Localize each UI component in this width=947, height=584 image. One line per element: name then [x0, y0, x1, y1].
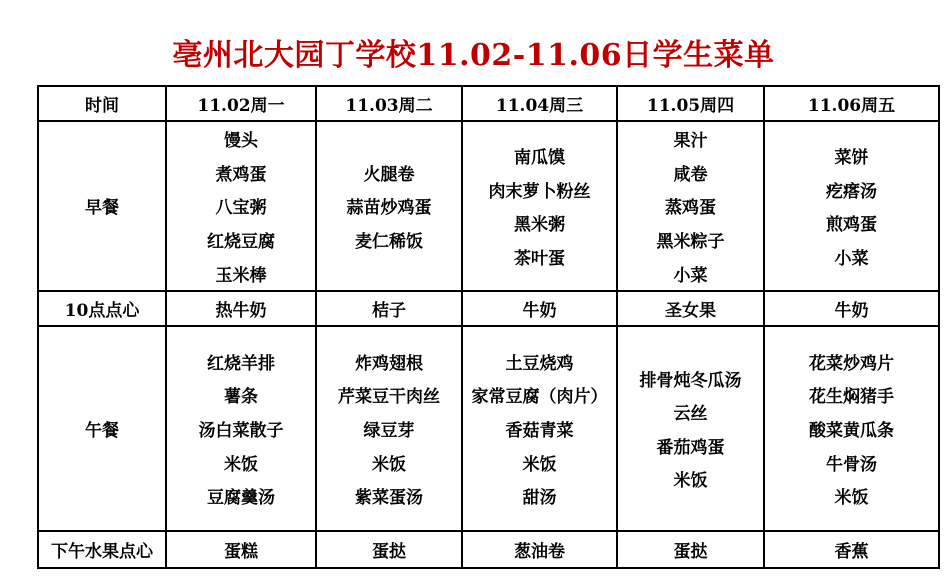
- menu-item-line: 南瓜馍: [514, 148, 565, 169]
- menu-cell-r1-c0: 热牛奶: [166, 291, 316, 326]
- menu-item-line: 甜汤: [522, 488, 557, 509]
- page-title: 亳州北大园丁学校11.02-11.06日学生菜单: [172, 38, 775, 73]
- menu-cell-r0-c2: [462, 121, 617, 291]
- menu-item-line: 芹菜豆干肉丝: [338, 387, 440, 408]
- menu-cell-r0-c0: [166, 121, 316, 291]
- menu-cell-r0-c3: [617, 121, 764, 291]
- menu-item-line: 麦仁稀饭: [355, 232, 423, 253]
- menu-cell-r1-c1: 桔子: [316, 291, 462, 326]
- menu-item-line: 米饭: [834, 488, 869, 509]
- menu-item-line: 炸鸡翅根: [355, 353, 423, 374]
- menu-item-line: 排骨炖冬瓜汤: [639, 370, 742, 391]
- menu-item-line: 果汁: [673, 131, 708, 152]
- menu-cell-r1-c3: 圣女果: [617, 291, 764, 326]
- header-cell-day-2: 11.03周二: [316, 86, 462, 121]
- menu-item-line: 黑米粽子: [656, 232, 725, 253]
- header-cell-time: 时间: [38, 86, 166, 121]
- header-cell-day-3: 11.04周三: [462, 86, 617, 121]
- row-label: 下午水果点心: [38, 531, 166, 568]
- row-label: 午餐: [38, 326, 166, 531]
- menu-item-line: 咸卷: [673, 164, 708, 185]
- menu-item-line: 香菇青菜: [505, 420, 574, 441]
- menu-cell-r2-c3: [617, 326, 764, 531]
- table-row-3: [38, 531, 939, 568]
- menu-item-line: 牛骨汤: [826, 454, 877, 475]
- menu-item-line: 酸菜黄瓜条: [809, 420, 894, 441]
- menu-item-line: 茶叶蛋: [514, 248, 565, 269]
- menu-item-line: 馒头: [224, 131, 258, 152]
- menu-item-line: 家常豆腐（肉片）: [471, 387, 608, 408]
- row-label: 早餐: [38, 121, 166, 291]
- menu-item-line: 云丝: [673, 404, 708, 425]
- menu-item-line: 火腿卷: [363, 164, 415, 185]
- menu-cell-r1-c4: 牛奶: [764, 291, 939, 326]
- menu-item-line: 玉米棒: [215, 265, 267, 286]
- menu-item-line: 红烧羊排: [207, 353, 275, 374]
- menu-cell-r3-c2: 葱油卷: [462, 531, 617, 568]
- table-row-0: [38, 121, 939, 291]
- menu-item-line: 肉末萝卜粉丝: [488, 181, 591, 202]
- menu-item-line: 绿豆芽: [363, 420, 415, 441]
- menu-item-line: 米饭: [224, 454, 258, 475]
- menu-item-line: 小菜: [673, 265, 708, 286]
- menu-cell-r2-c2: [462, 326, 617, 531]
- menu-item-line: 土豆烧鸡: [505, 353, 574, 374]
- table-row-1: [38, 291, 939, 326]
- menu-item-line: 汤白菜散子: [198, 420, 284, 441]
- menu-cell-r3-c0: 蛋糕: [166, 531, 316, 568]
- menu-item-line: 蒸鸡蛋: [665, 198, 716, 219]
- row-label: 10点点心: [38, 291, 166, 326]
- menu-cell-r3-c1: 蛋挞: [316, 531, 462, 568]
- menu-cell-r1-c2: 牛奶: [462, 291, 617, 326]
- menu-item-line: 花生焖猪手: [809, 387, 894, 408]
- menu-cell-r2-c4: [764, 326, 939, 531]
- menu-cell-r0-c1: [316, 121, 462, 291]
- menu-item-line: 薯条: [224, 387, 258, 408]
- header-cell-day-5: 11.06周五: [764, 86, 939, 121]
- menu-item-line: 疙瘩汤: [826, 181, 877, 202]
- table-row-2: [38, 326, 939, 531]
- menu-item-line: 番茄鸡蛋: [656, 437, 725, 458]
- menu-item-line: 米饭: [372, 454, 406, 475]
- menu-item-line: 小菜: [834, 248, 869, 269]
- menu-item-line: 蒜苗炒鸡蛋: [346, 198, 432, 219]
- menu-item-line: 豆腐羹汤: [207, 488, 275, 509]
- menu-item-line: 菜饼: [834, 148, 869, 169]
- header-cell-day-4: 11.05周四: [617, 86, 764, 121]
- menu-cell-r3-c3: 蛋挞: [617, 531, 764, 568]
- menu-item-line: 黑米粥: [514, 215, 565, 236]
- header-cell-day-1: 11.02周一: [166, 86, 316, 121]
- menu-item-line: 煮鸡蛋: [215, 164, 267, 185]
- header-row: [38, 86, 939, 121]
- menu-cell-r2-c0: [166, 326, 316, 531]
- menu-item-line: 花菜炒鸡片: [809, 353, 894, 374]
- menu-item-line: 米饭: [673, 471, 708, 492]
- menu-item-line: 紫菜蛋汤: [355, 488, 423, 509]
- menu-cell-r0-c4: [764, 121, 939, 291]
- menu-item-line: 米饭: [522, 454, 557, 475]
- menu-item-line: 红烧豆腐: [207, 232, 275, 253]
- menu-cell-r3-c4: 香蕉: [764, 531, 939, 568]
- menu-cell-r2-c1: [316, 326, 462, 531]
- menu-item-line: 八宝粥: [215, 198, 267, 219]
- menu-table: [37, 85, 940, 569]
- menu-item-line: 煎鸡蛋: [826, 215, 877, 236]
